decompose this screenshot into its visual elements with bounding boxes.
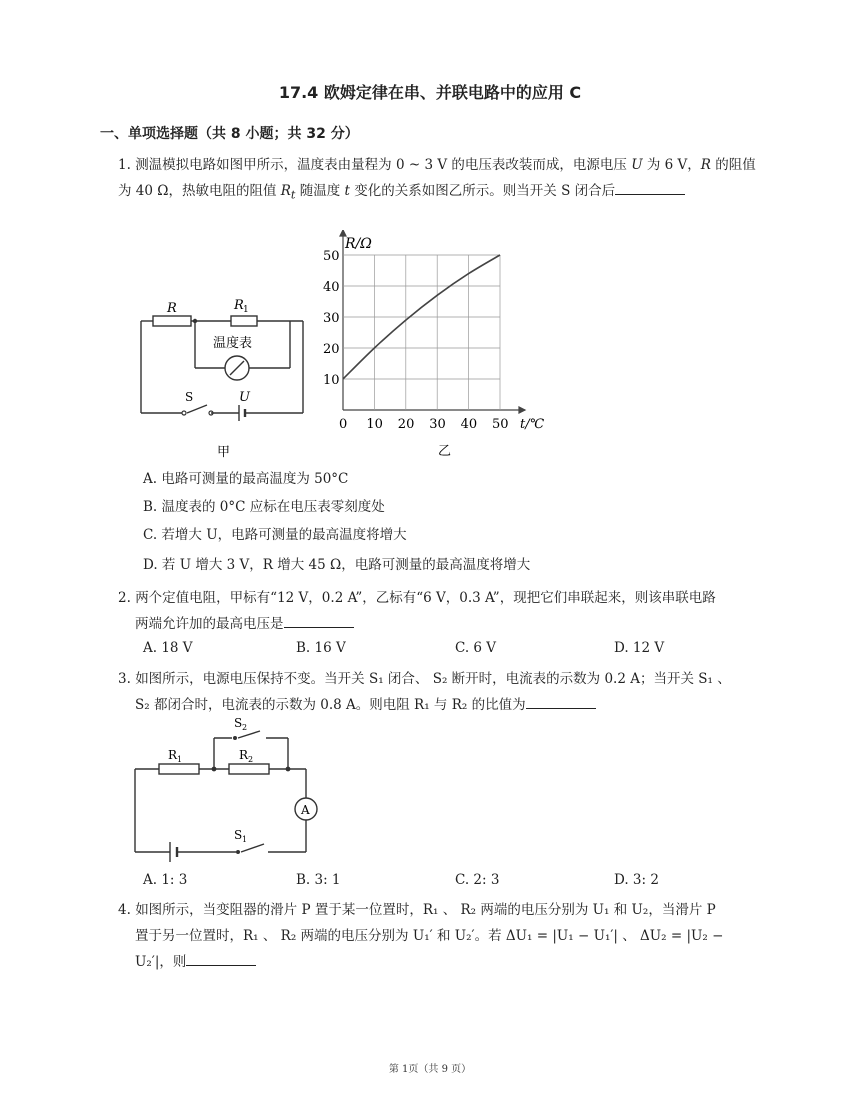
q1-text-part: 的阻值为 40 Ω，热敏电阻的阻值 [118,157,756,199]
q1-var-rt: R [280,183,291,199]
q3-option-a[interactable]: A. 1: 3 [143,872,188,888]
source-u-label: U [239,390,250,405]
resistor-r1-label: R [168,748,178,762]
q1-circuit-diagram [135,285,320,465]
q1-option-b[interactable]: B. 温度表的 0°C 应标在电压表零刻度处 [143,499,385,515]
question-3-text [118,666,763,718]
q3-line-2: S₂ 都闭合时，电流表的示数为 0.8 A。则电阻 R₁ 与 R₂ 的比值为 [135,697,526,713]
q1-text-part: 测温模拟电路如图甲所示，温度表由量程为 0 ~ 3 V 的电压表改装而成，电源电压 [135,157,632,173]
question-number: 4. [118,902,131,918]
q1-var-u: U [631,157,643,173]
y-tick-label: 50 [323,249,340,264]
resistor-r1-subscript: 1 [243,305,249,315]
switch-s1-subscript: 1 [242,835,248,844]
resistor-r-label: R [167,301,177,316]
resistor-r1-subscript: 1 [177,755,183,764]
q4-line-3: U₂′|，则 [135,954,187,970]
figure-caption-yi: 乙 [438,444,452,459]
switch-s2-subscript: 2 [242,723,248,732]
x-tick-label: 0 [339,417,348,432]
q2-option-b[interactable]: B. 16 V [296,640,346,656]
q1-text-part: 变化的关系如图乙所示。则当开关 S 闭合后 [349,183,616,199]
switch-s1-label: S [234,828,243,842]
resistor-r2-label: R [239,748,249,762]
question-number: 2. [118,590,131,606]
q1-option-d[interactable]: D. 若 U 增大 3 V，R 增大 45 Ω，电路可测量的最高温度将增大 [143,557,531,573]
q3-option-c[interactable]: C. 2: 3 [455,872,500,888]
y-tick-label: 40 [323,280,340,295]
resistor-r2-subscript: 2 [248,755,254,764]
q4-line-2: 置于另一位置时，R₁ 、 R₂ 两端的电压分别为 U₁′ 和 U₂′。若 ΔU₁ = |U₁ − U₁′| 、 ΔU₂ = |U₂ − [135,928,724,944]
switch-s2-label: S [234,716,243,730]
x-tick-label: 30 [429,417,446,432]
q3-circuit-diagram [128,712,328,862]
thermometer-label: 温度表 [213,336,253,351]
question-1-text [118,152,763,209]
q3-option-b[interactable]: B. 3: 1 [296,872,341,888]
q3-option-d[interactable]: D. 3: 2 [614,872,659,888]
question-number: 1. [118,157,131,173]
q2-option-d[interactable]: D. 12 V [614,640,665,656]
section-heading: 一、单项选择题（共 8 小题；共 32 分） [100,126,359,142]
ammeter-label: A [301,803,310,817]
q1-var-r: R [700,157,711,173]
y-axis-label: R/Ω [345,236,372,252]
y-tick-label: 20 [323,342,340,357]
q2-option-c[interactable]: C. 6 V [455,640,497,656]
x-tick-label: 20 [397,417,415,432]
x-axis-label: t/℃ [520,417,545,432]
question-number: 3. [118,671,131,687]
q1-option-c[interactable]: C. 若增大 U，电路可测量的最高温度将增大 [143,527,407,543]
q1-option-a[interactable]: A. 电路可测量的最高温度为 50°C [143,471,349,487]
q1-text-part: 随温度 [295,183,345,199]
answer-blank[interactable] [615,180,685,195]
question-4-text [118,897,763,975]
q1-var-rt-sub: t [290,188,296,202]
resistor-r1-label: R [234,298,244,313]
answer-blank[interactable] [284,613,354,628]
x-axis-arrow [519,407,525,413]
y-tick-label: 30 [323,311,340,326]
q1-text-part: 为 6 V， [642,157,701,173]
q1-var-t: t [344,183,350,199]
y-tick-label: 10 [323,373,340,388]
x-tick-label: 10 [366,417,383,432]
answer-blank[interactable] [526,694,596,709]
answer-blank[interactable] [186,951,256,966]
q1-resistance-temperature-graph [310,230,555,465]
q4-line-1: 如图所示，当变阻器的滑片 P 置于某一位置时，R₁ 、 R₂ 两端的电压分别为 U₁ 和 U₂，当滑片 P [135,902,716,918]
x-tick-label: 50 [492,417,509,432]
q2-line-2: 两端允许加的最高电压是 [135,616,284,632]
q2-option-a[interactable]: A. 18 V [143,640,193,656]
question-2-text [118,585,763,637]
x-tick-label: 40 [460,417,478,432]
q3-line-1: 如图所示，电源电压保持不变。当开关 S₁ 闭合、 S₂ 断开时，电流表的示数为 0.2 A；当开关 S₁ 、 [135,671,731,687]
page-footer: 第 1页（共 9 页） [388,1064,472,1075]
switch-s-label: S [185,390,194,404]
page-title: 17.4 欧姆定律在串、并联电路中的应用 C [278,83,582,102]
q2-line-1: 两个定值电阻，甲标有“12 V，0.2 A”，乙标有“6 V，0.3 A”，现把它们串联起来，则该串联电路 [135,590,716,606]
figure-caption-jia: 甲 [217,445,231,460]
